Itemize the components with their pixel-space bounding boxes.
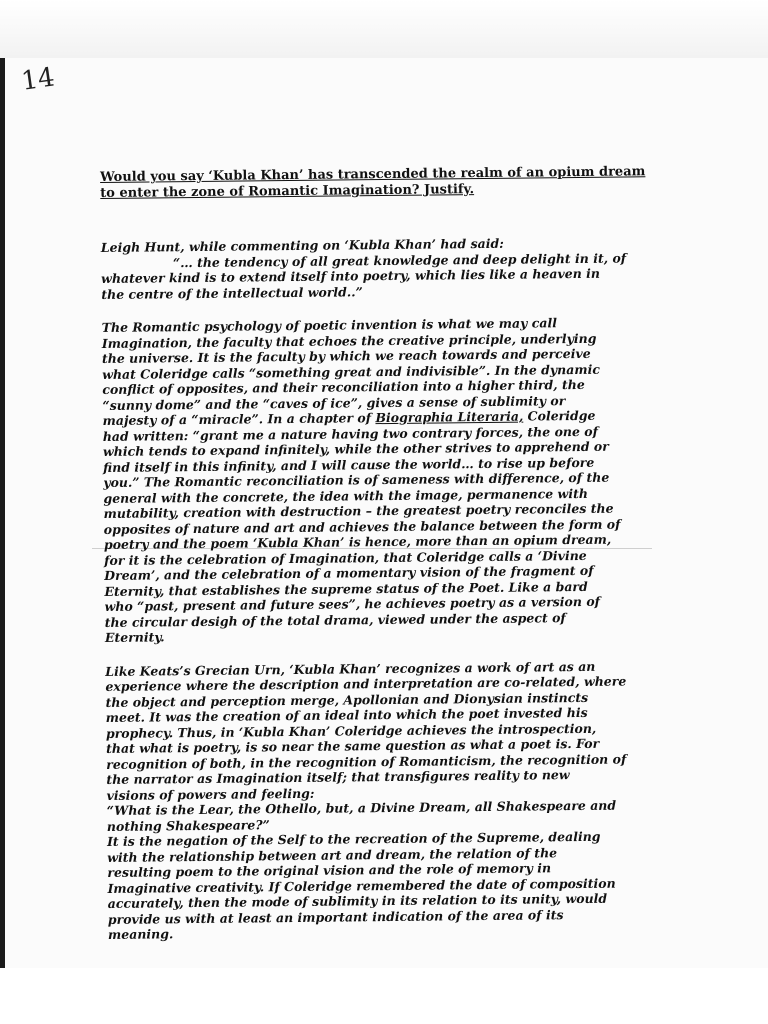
text-line: poetry and the poem ‘Kubla Khan’ is hence, more than an opium dream, [103, 531, 612, 552]
text-line: with the relationship between art and dream, the relation of the [107, 844, 558, 865]
text-line: the universe. It is the faculty by which we reach towards and perceive [101, 345, 591, 366]
text-line: the circular desigh of the total drama, viewed under the aspect of [104, 609, 566, 630]
text-line: find itself in this infinity, and I will cause the world… to rise up before [103, 454, 595, 475]
text-line: conflict of opposites, and their reconciliation into a higher third, the [102, 376, 585, 397]
text-line: “What is the Lear, the Othello, but, a Divine Dream, all Shakespeare and [106, 797, 617, 818]
text-line: The Romantic psychology of poetic invention is what we may call [101, 315, 557, 335]
paragraph-romantic-psychology [102, 314, 641, 645]
text-line: you.” The Romantic reconciliation is of sameness with difference, of the [103, 469, 610, 490]
paragraph-leigh-hunt-quote [101, 234, 638, 302]
text-line: that what is poetry, is so near the same question as what a poet is. For [105, 735, 600, 756]
text-line: Eternity, that establishes the supreme status of the Poet. Like a bard [104, 578, 588, 599]
paragraph-keats-comparison [105, 658, 644, 943]
text-line: Imaginative creativity. If Coleridge remembered the date of composition [107, 875, 616, 896]
text-line: Like Keats’s Grecian Urn, ‘Kubla Khan’ recognizes a work of art as an [105, 658, 596, 679]
text-line: experience where the description and interpretation are co-related, where [105, 673, 627, 694]
text-line: had written: “grant me a nature having two contrary forces, the one of [102, 423, 599, 444]
text-line: for it is the celebration of Imagination, that Coleridge calls a ‘Divine [104, 547, 587, 568]
essay [100, 164, 644, 942]
question-line: to enter the zone of Romantic Imagination? Justify. [100, 182, 475, 201]
essay-question [100, 164, 646, 202]
scan-top-margin [0, 0, 768, 58]
text-line: Dream’, and the celebration of a momentary vision of the fragment of [104, 562, 594, 583]
text-line: Leigh Hunt, while commenting on ‘Kubla Khan’ had said: [100, 235, 504, 255]
text-line: which tends to expand infinitely, while the other strives to apprehend or [102, 438, 609, 459]
text-line: resulting poem to the original vision and the role of memory in [107, 860, 552, 880]
text-line: It is the negation of the Self to the recreation of the Supreme, dealing [106, 828, 601, 849]
text-line: whatever kind is to extend itself into poetry, which lies like a heaven in [101, 265, 601, 286]
scan-left-edge [0, 58, 5, 968]
text-line: recognition of both, in the recognition of Romanticism, the recognition of [106, 751, 627, 772]
book-title-biographia: Biographia Literaria, [375, 408, 524, 426]
scan-bottom-margin [0, 968, 768, 1024]
text-line: accurately, then the mode of sublimity in its relation to its unity, would [107, 890, 608, 911]
text-line: “… the tendency of all great knowledge and deep delight in it, of [172, 249, 627, 270]
text-line: opposites of nature and art and achieves the balance between the form of [103, 516, 621, 537]
text-line: provide us with at least an important indication of the area of its [107, 906, 564, 927]
question-line: Would you say ‘Kubla Khan’ has transcended the realm of an opium dream [100, 164, 646, 185]
text-line: meet. It was the creation of an ideal into which the poet invested his [105, 704, 588, 725]
text-line: general with the concrete, the idea with the image, permanence with [103, 485, 588, 506]
text-line: meaning. [107, 926, 174, 942]
text-line: what Coleridge calls “something great and indivisible”. In the dynamic [102, 361, 600, 382]
text-line: the centre of the intellectual world..” [101, 283, 363, 302]
text-line: the narrator as Imagination itself; that transfigures reality to new [106, 767, 570, 787]
text-line: nothing Shakespeare?” [106, 816, 270, 834]
text-fragment: majesty of a “miracle”. In a chapter of [102, 410, 376, 428]
text-line: Eternity. [104, 629, 165, 645]
text-line: prophecy. Thus, in ‘Kubla Khan’ Coleridge achieves the introspection, [105, 720, 597, 741]
text-line: who “past, present and future sees”, he achieves poetry as a version of [104, 593, 601, 614]
text-line: Imagination, the faculty that echoes the creative principle, underlying [101, 330, 597, 351]
text-line: the object and perception merge, Apollonian and Dionysian instincts [105, 689, 589, 710]
text-line: visions of powers and feeling: [106, 785, 315, 803]
text-line: “sunny dome” and the “caves of ice”, gives a sense of sublimity or [102, 392, 566, 413]
text-fragment: Coleridge [523, 407, 596, 424]
handwritten-page-number: 14 [19, 62, 57, 97]
text-line: mutability, creation with destruction – the greatest poetry reconciles the [103, 500, 614, 521]
